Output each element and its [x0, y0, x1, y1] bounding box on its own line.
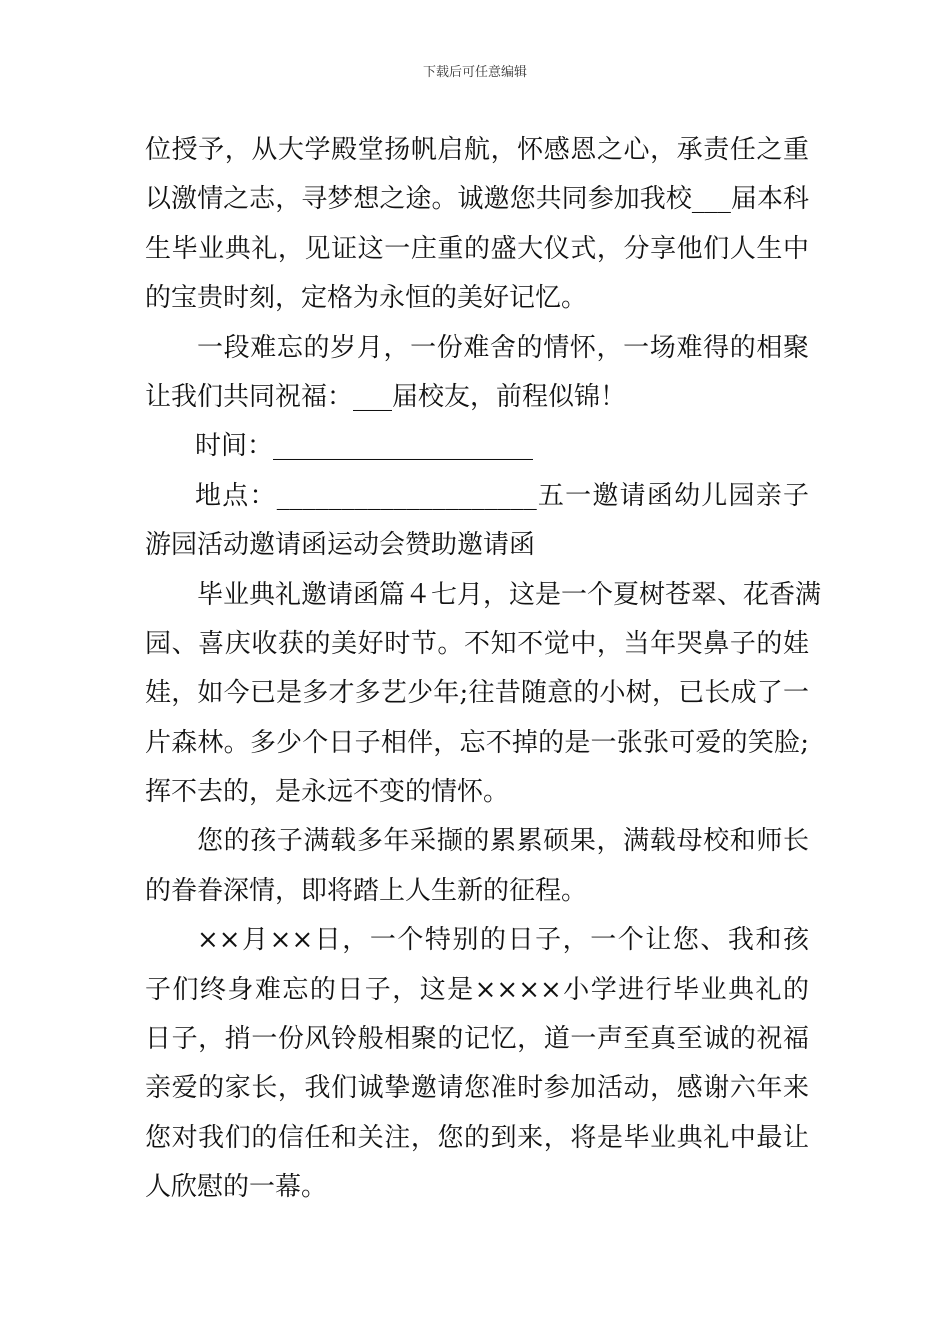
text-line: 您对我们的信任和关注，您的到来，将是毕业典礼中最让: [145, 1122, 809, 1153]
text-line: 挥不去的，是永远不变的情怀。: [145, 777, 510, 808]
text-line: 让我们共同祝福：___届校友，前程似锦！: [145, 381, 627, 412]
page-header: 下载后可任意编辑: [422, 65, 527, 80]
text-line: 亲爱的家长，我们诚挚邀请您准时参加活动，感谢六年来: [145, 1073, 809, 1104]
text-line: 片森林。多少个日子相伴，忘不掉的是一张张可爱的笑脸;: [145, 727, 809, 758]
document-body: [145, 126, 822, 1213]
text-line: 以激情之志，寻梦想之途。诚邀您共同参加我校___届本科: [145, 184, 809, 215]
text-line: 生毕业典礼，见证这一庄重的盛大仪式，分享他们人生中: [145, 233, 809, 264]
text-line: 一段难忘的岁月，一份难舍的情怀，一场难得的相聚: [197, 332, 809, 363]
text-line: 时间：____________________: [195, 431, 534, 462]
text-line: 日子，捎一份风铃般相聚的记忆，道一声至真至诚的祝福: [145, 1024, 809, 1055]
text-line: 的眷眷深情，即将踏上人生新的征程。: [145, 875, 588, 906]
text-line: 位授予，从大学殿堂扬帆启航，怀感恩之心，承责任之重: [145, 135, 809, 165]
text-line: 的宝贵时刻，定格为永恒的美好记忆。: [145, 283, 588, 314]
text-line: 园、喜庆收获的美好时节。不知不觉中，当年哭鼻子的娃: [145, 628, 809, 659]
text-line: 毕业典礼邀请函篇４七月，这是一个夏树苍翠、花香满: [197, 579, 822, 610]
text-line: 游园活动邀请函运动会赞助邀请函: [145, 530, 536, 561]
text-line: 娃，如今已是多才多艺少年;往昔随意的小树，已长成了一: [145, 678, 809, 709]
text-line: ××月××日，一个特别的日子，一个让您、我和孩: [197, 925, 809, 956]
text-line: 您的孩子满载多年采撷的累累硕果，满载母校和师长: [197, 826, 809, 857]
text-line: 人欣慰的一幕。: [145, 1172, 328, 1203]
text-line: 子们终身难忘的日子，这是××××小学进行毕业典礼的: [145, 974, 809, 1005]
text-line: 地点：____________________五一邀请函幼儿园亲子: [195, 480, 809, 511]
